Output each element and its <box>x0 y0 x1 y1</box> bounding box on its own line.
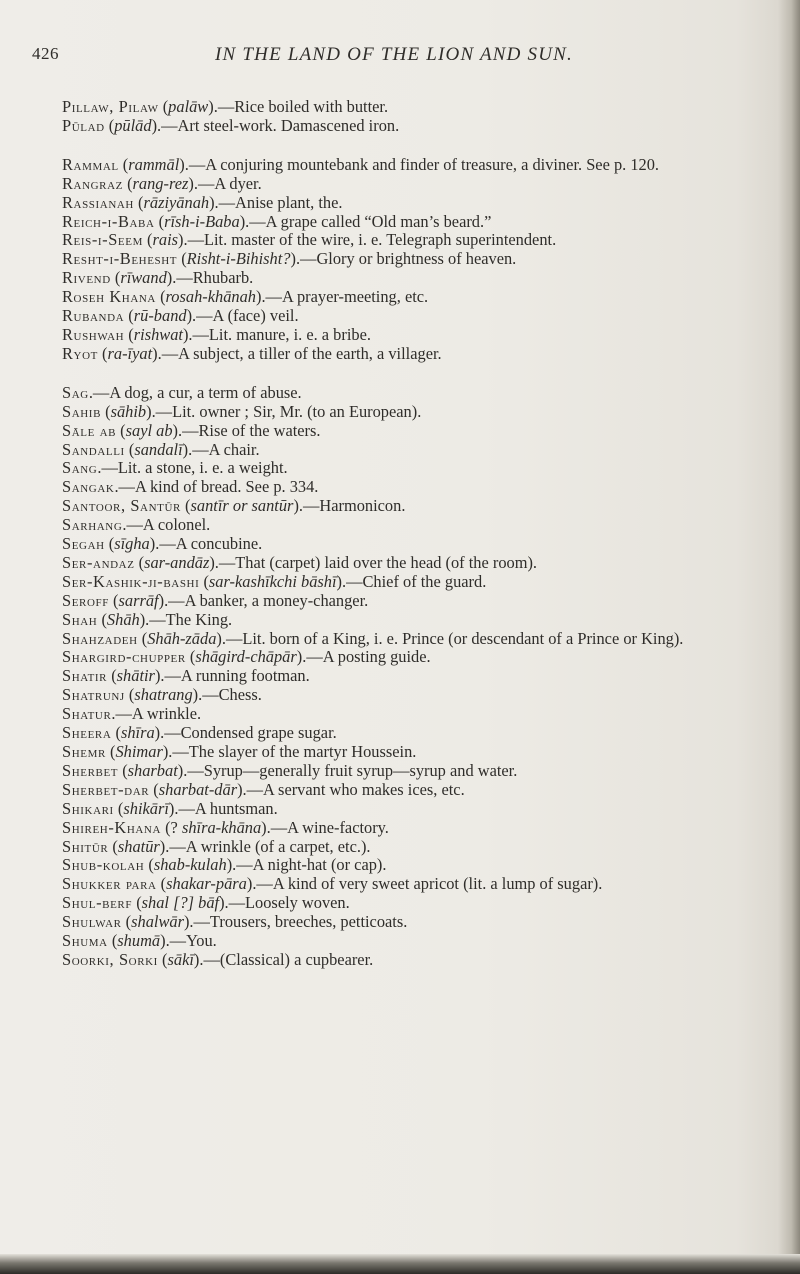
entry-transliteration: rishwat <box>133 324 183 344</box>
glossary-entry <box>62 894 772 913</box>
entry-transliteration: rū-band <box>133 306 187 326</box>
glossary-entry <box>62 231 772 250</box>
entry-definition: —Lit. a stone, i. e. a weight. <box>101 458 288 478</box>
entry-paren-close: ). <box>160 931 170 951</box>
entry-paren-open: ( <box>121 912 132 932</box>
entry-term: Sheera <box>62 723 112 743</box>
entry-definition: —A concubine. <box>159 534 263 554</box>
entry-paren-open: ( <box>124 685 135 705</box>
entry-definition: —A wrinkle (of a carpet, etc.). <box>169 836 371 856</box>
glossary-entry <box>62 554 772 573</box>
glossary-entry <box>62 459 772 478</box>
entry-paren-open: ( <box>97 609 107 629</box>
entry-paren-close: ). <box>139 609 150 629</box>
entry-term: Shitūr <box>62 836 109 856</box>
glossary-entry <box>62 838 772 857</box>
entry-term: Rassianah <box>62 192 134 212</box>
entry-paren-open: ( <box>199 571 209 591</box>
entry-definition: —A wrinkle. <box>115 704 202 724</box>
entry-term: Sāle ab <box>62 420 117 440</box>
entry-paren-open: ( <box>124 439 135 459</box>
entry-definition: —Chief of the guard. <box>346 571 487 591</box>
entry-paren-open: ( <box>142 230 153 250</box>
entry-paren-open: ( <box>107 666 117 686</box>
glossary <box>62 98 772 970</box>
entry-definition: —A servant who makes ices, etc. <box>246 779 465 799</box>
glossary-entry <box>62 194 772 213</box>
entry-definition: —Trousers, breeches, petticoats. <box>193 912 408 932</box>
entry-transliteration: rosah-khānah <box>165 287 256 307</box>
glossary-entry <box>62 175 772 194</box>
entry-transliteration: Risht-i-Bihisht? <box>186 249 291 269</box>
entry-paren-close: ). <box>186 306 197 326</box>
entry-definition: —A kind of very sweet apricot (lit. a lump of sugar). <box>256 874 603 894</box>
entry-transliteration: rīsh-i-Baba <box>164 211 240 231</box>
entry-paren-close: . <box>97 458 102 478</box>
page-number: 426 <box>32 44 59 63</box>
glossary-entry <box>62 307 772 326</box>
entry-paren-open: ( <box>110 268 121 288</box>
entry-paren-open: ( <box>116 420 126 440</box>
entry-term: Shatir <box>62 666 108 686</box>
entry-paren-close: ). <box>178 230 188 250</box>
entry-paren-close: ). <box>216 628 226 648</box>
entry-transliteration: sīgha <box>114 534 150 554</box>
entry-paren-close: ). <box>159 836 170 856</box>
entry-term: Rushwah <box>62 324 125 344</box>
entry-definition: —Syrup—generally fruit syrup—syrup and water. <box>187 760 518 780</box>
entry-term: Shargird-chupper <box>62 647 186 667</box>
entry-paren-close: ). <box>168 798 179 818</box>
entry-definition: —Condensed grape sugar. <box>164 723 337 743</box>
entry-paren-close: ). <box>172 420 183 440</box>
glossary-entry <box>62 288 772 307</box>
entry-transliteration: sar-andāz <box>144 552 210 572</box>
entry-definition: —A night-hat (or cap). <box>236 855 387 875</box>
entry-definition: —A grape called “Old man’s beard.” <box>249 211 492 231</box>
entry-paren-close: ). <box>154 723 165 743</box>
entry-transliteration: shal [?] bāf <box>141 893 220 913</box>
entry-term: Sarhang <box>62 515 123 535</box>
entry-paren-close: ). <box>188 173 198 193</box>
entry-term: Seroff <box>62 590 109 610</box>
entry-paren-close: ). <box>219 893 229 913</box>
entry-transliteration: shātir <box>116 666 155 686</box>
entry-term: Shikari <box>62 798 114 818</box>
entry-paren-open: (? <box>161 817 182 837</box>
entry-paren-open: ( <box>122 173 133 193</box>
entry-paren-close: ). <box>158 590 169 610</box>
entry-term: Shulwar <box>62 912 122 932</box>
entry-definition: —A prayer-meeting, etc. <box>265 287 429 307</box>
entry-term: Sag <box>62 382 89 402</box>
glossary-entry <box>62 762 772 781</box>
entry-paren-open: ( <box>97 343 108 363</box>
entry-term: Reis-i-Seem <box>62 230 143 250</box>
entry-transliteration: rammāl <box>128 154 180 174</box>
glossary-entry <box>62 478 772 497</box>
entry-term: Shul-berf <box>62 893 133 913</box>
glossary-entry <box>62 156 772 175</box>
entry-term: Shatrunj <box>62 685 125 705</box>
glossary-entry <box>62 441 772 460</box>
entry-paren-open: ( <box>158 97 169 116</box>
entry-transliteration: sākī <box>167 949 194 969</box>
entry-transliteration: sāhib <box>110 401 147 421</box>
entry-definition: —A running footman. <box>164 666 310 686</box>
entry-paren-close: . <box>114 477 119 497</box>
entry-transliteration: shīra <box>120 723 155 743</box>
entry-paren-open: ( <box>111 723 121 743</box>
entry-term: Sahib <box>62 401 102 421</box>
entry-definition: —A dyer. <box>197 173 262 193</box>
glossary-entry <box>62 269 772 288</box>
entry-transliteration: sarrāf <box>118 590 159 610</box>
entry-paren-close: ). <box>226 855 237 875</box>
entry-term: Roseh Khana <box>62 287 156 307</box>
glossary-entry <box>62 630 772 649</box>
entry-paren-close: ). <box>255 287 266 307</box>
entry-paren-open: ( <box>134 552 145 572</box>
entry-paren-open: ( <box>108 836 118 856</box>
entry-paren-open: ( <box>104 534 115 554</box>
entry-paren-close: ). <box>183 912 194 932</box>
glossary-entry <box>62 117 772 136</box>
entry-term: Shub-kolah <box>62 855 145 875</box>
glossary-entry <box>62 686 772 705</box>
entry-definition: —A wine-factory. <box>270 817 389 837</box>
glossary-entry <box>62 667 772 686</box>
entry-paren-close: ). <box>162 742 173 761</box>
entry-definition: —Lit. born of a King, i. e. Prince (or descendant of a Prince or King). <box>225 628 684 648</box>
entry-paren-close: . <box>122 515 127 535</box>
entry-transliteration: shalwār <box>131 912 184 932</box>
entry-transliteration: Shāh-zāda <box>147 628 217 648</box>
entry-term: Ser-andaz <box>62 552 135 572</box>
glossary-entry <box>62 932 772 951</box>
page-edge-shadow <box>778 0 800 1274</box>
glossary-entry <box>62 781 772 800</box>
glossary-entry <box>62 516 772 535</box>
entry-paren-close: ). <box>209 552 219 572</box>
entry-paren-close: ). <box>246 874 257 894</box>
entry-term: Rangraz <box>62 173 123 193</box>
entry-term: Soorki, Sorki <box>62 949 158 969</box>
entry-paren-close: ). <box>154 666 165 686</box>
entry-transliteration: sayl ab <box>125 420 173 440</box>
entry-term: Rammal <box>62 154 119 174</box>
entry-paren-close: ). <box>208 97 218 116</box>
glossary-entry <box>62 648 772 667</box>
glossary-entry <box>62 250 772 269</box>
entry-transliteration: shab-kulah <box>153 855 227 875</box>
entry-paren-close: ). <box>182 439 193 459</box>
entry-term: Shah <box>62 609 98 629</box>
entry-paren-open: ( <box>132 893 142 913</box>
glossary-section <box>62 156 772 364</box>
glossary-entry <box>62 743 772 762</box>
entry-transliteration: rīwand <box>120 268 167 288</box>
entry-term: Shireh-Khana <box>62 817 161 837</box>
entry-term: Rubanda <box>62 306 125 326</box>
entry-transliteration: pūlād <box>114 115 152 135</box>
entry-paren-close: ). <box>146 401 156 421</box>
entry-definition: —A posting guide. <box>306 647 431 667</box>
glossary-entry <box>62 98 772 117</box>
entry-term: Sherbet <box>62 760 119 780</box>
entry-definition: —A kind of bread. See p. 334. <box>118 477 319 497</box>
entry-paren-open: ( <box>124 324 134 344</box>
entry-definition: —Glory or brightness of heaven. <box>300 249 517 269</box>
page-bottom-edge <box>0 1254 800 1274</box>
entry-paren-close: ). <box>166 268 177 288</box>
entry-paren-open: ( <box>104 115 115 135</box>
entry-transliteration: shumā <box>117 931 161 951</box>
entry-paren-open: ( <box>144 855 154 875</box>
entry-definition: —Harmonicon. <box>303 496 406 516</box>
glossary-entry <box>62 535 772 554</box>
entry-term: Sandalli <box>62 439 125 459</box>
entry-definition: —A subject, a tiller of the earth, a villager. <box>161 343 442 363</box>
glossary-entry <box>62 497 772 516</box>
entry-term: Santoor, Santūr <box>62 496 181 516</box>
entry-transliteration: palāw <box>168 97 209 116</box>
entry-definition: —Rice boiled with butter. <box>217 97 389 116</box>
entry-transliteration: Shāh <box>106 609 140 629</box>
entry-paren-open: ( <box>149 779 159 799</box>
entry-paren-open: ( <box>156 874 167 894</box>
entry-term: Shukker para <box>62 874 157 894</box>
entry-definition: —Art steel-work. Damascened iron. <box>161 115 400 135</box>
glossary-entry <box>62 913 772 932</box>
entry-transliteration: sandalī <box>134 439 183 459</box>
entry-definition: —A dog, a cur, a term of abuse. <box>92 382 302 402</box>
entry-term: Shahzadeh <box>62 628 138 648</box>
glossary-section <box>62 384 772 970</box>
entry-transliteration: shāgird-chāpār <box>195 647 297 667</box>
entry-paren-open: ( <box>124 306 134 326</box>
entry-transliteration: shatūr <box>117 836 160 856</box>
entry-definition: —A (face) veil. <box>196 306 299 326</box>
entry-definition: —The slayer of the martyr Houssein. <box>172 742 417 761</box>
entry-transliteration: rāziyānah <box>143 192 210 212</box>
entry-definition: —A colonel. <box>126 515 211 535</box>
entry-term: Sang <box>62 458 98 478</box>
glossary-entry <box>62 213 772 232</box>
entry-term: Sherbet-dar <box>62 779 150 799</box>
entry-paren-close: ). <box>179 154 189 174</box>
entry-paren-close: ). <box>293 496 303 516</box>
entry-term: Sangak <box>62 477 115 497</box>
entry-paren-open: ( <box>155 287 166 307</box>
entry-paren-close: ). <box>261 817 271 837</box>
entry-definition: —Chess. <box>202 685 262 705</box>
glossary-entry <box>62 592 772 611</box>
entry-definition: —Anise plant, the. <box>218 192 343 212</box>
entry-paren-open: ( <box>105 742 116 761</box>
glossary-entry <box>62 403 772 422</box>
entry-transliteration: shatrang <box>134 685 193 705</box>
entry-transliteration: sar-kashīkchi bāshī <box>208 571 337 591</box>
entry-term: Rivend <box>62 268 111 288</box>
glossary-entry <box>62 422 772 441</box>
glossary-entry <box>62 856 772 875</box>
entry-transliteration: Shimar <box>115 742 163 761</box>
entry-paren-close: ). <box>336 571 347 591</box>
glossary-entry <box>62 724 772 743</box>
entry-term: Shatur <box>62 704 112 724</box>
entry-definition: —A banker, a money-changer. <box>168 590 369 610</box>
entry-term: Shuma <box>62 931 108 951</box>
entry-term: Ryot <box>62 343 98 363</box>
glossary-section <box>62 98 772 136</box>
entry-definition: —The King. <box>149 609 233 629</box>
entry-paren-close: ). <box>237 779 247 799</box>
entry-paren-close: ). <box>290 249 301 269</box>
running-title: IN THE LAND OF THE LION AND SUN. <box>215 44 573 65</box>
glossary-entry <box>62 384 772 403</box>
page-header <box>32 44 756 74</box>
glossary-entry <box>62 611 772 630</box>
entry-definition: —Loosely woven. <box>228 893 350 913</box>
entry-transliteration: shikārī <box>123 798 169 818</box>
entry-paren-open: ( <box>107 931 118 951</box>
entry-definition: —Rise of the waters. <box>182 420 321 440</box>
entry-paren-close: ). <box>296 647 307 667</box>
entry-definition: —A conjuring mountebank and finder of treasure, a diviner. See p. 120. <box>188 154 660 174</box>
entry-term: Resht-i-Behesht <box>62 249 178 269</box>
entry-transliteration: santīr or santūr <box>190 496 294 516</box>
glossary-entry <box>62 345 772 364</box>
entry-term: Pūlad <box>62 115 105 135</box>
entry-paren-open: ( <box>113 798 124 818</box>
glossary-entry <box>62 705 772 724</box>
glossary-entry <box>62 573 772 592</box>
entry-paren-open: ( <box>118 760 128 780</box>
entry-paren-open: ( <box>108 590 119 610</box>
entry-transliteration: sharbat <box>127 760 178 780</box>
entry-definition: —Lit. manure, i. e. a bribe. <box>192 324 371 344</box>
entry-transliteration: rais <box>152 230 179 250</box>
entry-paren-open: ( <box>133 192 144 212</box>
entry-transliteration: ra-īyat <box>107 343 153 363</box>
glossary-entry <box>62 819 772 838</box>
entry-paren-close: ). <box>152 343 162 363</box>
entry-term: Segah <box>62 534 105 554</box>
entry-paren-close: ). <box>149 534 160 554</box>
glossary-entry <box>62 875 772 894</box>
entry-paren-close: ). <box>151 115 162 135</box>
entry-paren-open: ( <box>101 401 111 421</box>
entry-term: Shemr <box>62 742 106 761</box>
entry-definition: —Rhubarb. <box>176 268 254 288</box>
entry-definition: —A huntsman. <box>178 798 278 818</box>
entry-paren-open: ( <box>185 647 196 667</box>
entry-paren-open: ( <box>137 628 148 648</box>
entry-definition: —Lit. owner ; Sir, Mr. (to an European). <box>155 401 422 421</box>
entry-paren-open: ( <box>118 154 129 174</box>
entry-definition: —That (carpet) laid over the head (of the room). <box>218 552 538 572</box>
entry-transliteration: shīra-khāna <box>181 817 262 837</box>
glossary-entry <box>62 326 772 345</box>
entry-term: Reich-i-Baba <box>62 211 155 231</box>
entry-paren-close: ). <box>177 760 188 780</box>
entry-paren-close: ). <box>209 192 219 212</box>
entry-paren-open: ( <box>180 496 191 516</box>
entry-paren-open: ( <box>157 949 168 969</box>
entry-paren-open: ( <box>154 211 165 231</box>
entry-paren-close: . <box>88 382 93 402</box>
entry-transliteration: shakar-pāra <box>166 874 247 894</box>
entry-paren-close: ). <box>193 949 204 969</box>
entry-paren-close: ). <box>182 324 193 344</box>
entry-term: Pillaw, Pilaw <box>62 97 159 116</box>
entry-paren-close: . <box>111 704 116 724</box>
glossary-entry <box>62 800 772 819</box>
entry-term: Ser-Kashik-ji-bashi <box>62 571 200 591</box>
entry-definition: —You. <box>169 931 217 951</box>
entry-definition: —(Classical) a cupbearer. <box>203 949 374 969</box>
entry-transliteration: rang-rez <box>132 173 189 193</box>
entry-paren-close: ). <box>192 685 203 705</box>
entry-definition: —A chair. <box>192 439 260 459</box>
entry-definition: —Lit. master of the wire, i. e. Telegraph superintendent. <box>187 230 557 250</box>
entry-paren-open: ( <box>177 249 187 269</box>
entry-paren-close: ). <box>239 211 250 231</box>
glossary-entry <box>62 951 772 970</box>
entry-transliteration: sharbat-dār <box>158 779 238 799</box>
